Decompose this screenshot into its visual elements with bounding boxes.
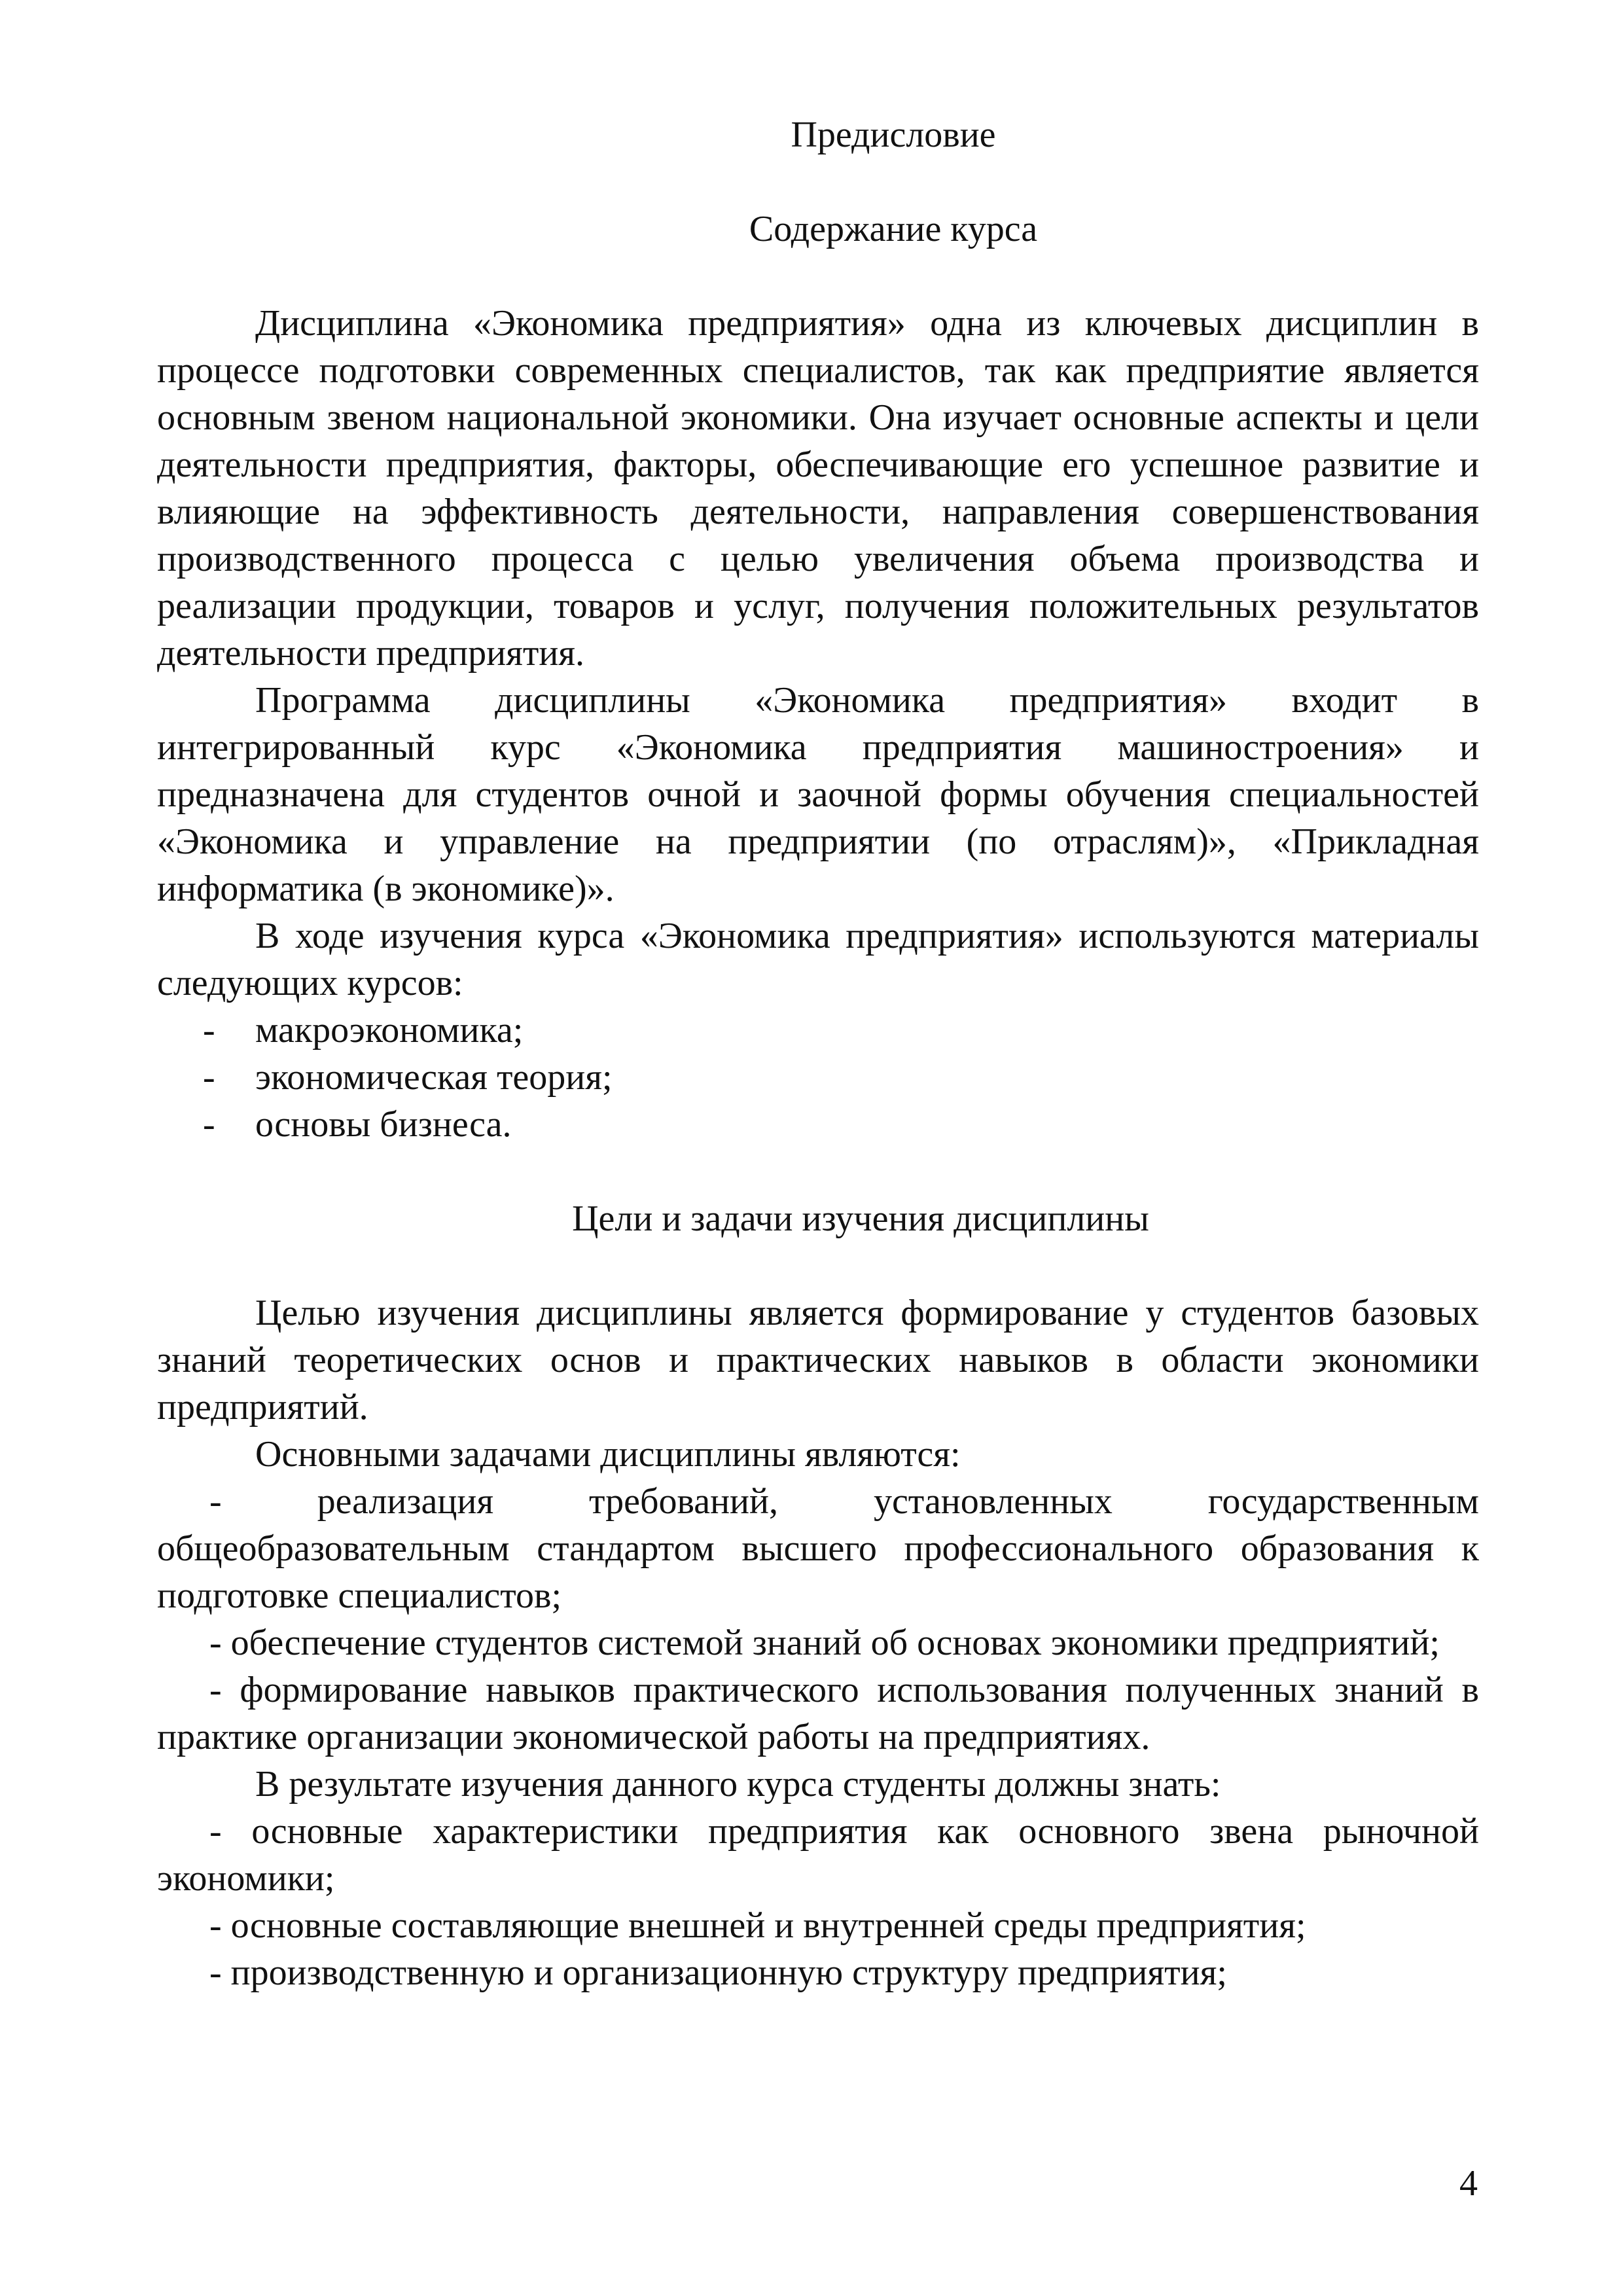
list-dash: - <box>203 1057 215 1098</box>
paragraph-courses-intro: В ходе изучения курса «Экономика предприятия» используются материалы следующих курсов: <box>157 916 1479 1003</box>
list-dash: - <box>203 1010 215 1050</box>
list-item: - производственную и организационную структуру предприятия; <box>209 1952 1227 1993</box>
list-item: - основные характеристики предприятия как основного звена рыночной экономики; <box>157 1811 1479 1899</box>
list-item <box>157 1101 1479 1148</box>
list-item <box>157 1054 1479 1101</box>
page-number: 4 <box>1459 2163 1478 2204</box>
heading-goals: Цели и задачи изучения дисциплины <box>572 1198 1149 1239</box>
list-item: - реализация требований, установленных государственным общеобразовательным стандартом высшего профессионального образования к подготовке специалистов; <box>157 1481 1479 1616</box>
list-item-text: экономическая теория; <box>255 1057 613 1098</box>
list-item-text: макроэкономика; <box>255 1010 524 1050</box>
heading-preface: Предисловие <box>791 115 996 155</box>
paragraph-tasks-intro: Основными задачами дисциплины являются: <box>255 1434 961 1475</box>
document-page <box>157 111 1479 1996</box>
list-item <box>157 1007 1479 1054</box>
list-dash: - <box>203 1104 215 1145</box>
list-item: - обеспечение студентов системой знаний об основах экономики предприятий; <box>209 1623 1440 1663</box>
list-item: - формирование навыков практического использования полученных знаний в практике организации экономической работы на предприятиях. <box>157 1670 1479 1757</box>
list-item: - основные составляющие внешней и внутренней среды предприятия; <box>209 1905 1306 1946</box>
paragraph-program: Программа дисциплины «Экономика предприятия» входит в интегрированный курс «Экономика предприятия машиностроения» и предназначена для студентов очной и заочной формы обучения специальностей «Экономика и управление на предприятии (по отраслям)», «Прикладная информатика (в экономике)». <box>157 680 1479 909</box>
paragraph-goal: Целью изучения дисциплины является формирование у студентов базовых знаний теоретических основ и практических навыков в области экономики предприятий. <box>157 1293 1479 1427</box>
list-item-text: основы бизнеса. <box>255 1104 512 1145</box>
paragraph-discipline-intro: Дисциплина «Экономика предприятия» одна из ключевых дисциплин в процессе подготовки современных специалистов, так как предприятие является основным звеном национальной экономики. Она изучает основные аспекты и цели деятельности предприятия, факторы, обеспечивающие его успешное развитие и влияющие на эффективность деятельности, направления совершенствования производственного процесса с целью увеличения объема производства и реализации продукции, товаров и услуг, получения положительных результатов деятельности предприятия. <box>157 303 1479 673</box>
paragraph-knowledge-intro: В результате изучения данного курса студенты должны знать: <box>255 1764 1221 1804</box>
heading-course-content: Содержание курса <box>749 209 1038 249</box>
